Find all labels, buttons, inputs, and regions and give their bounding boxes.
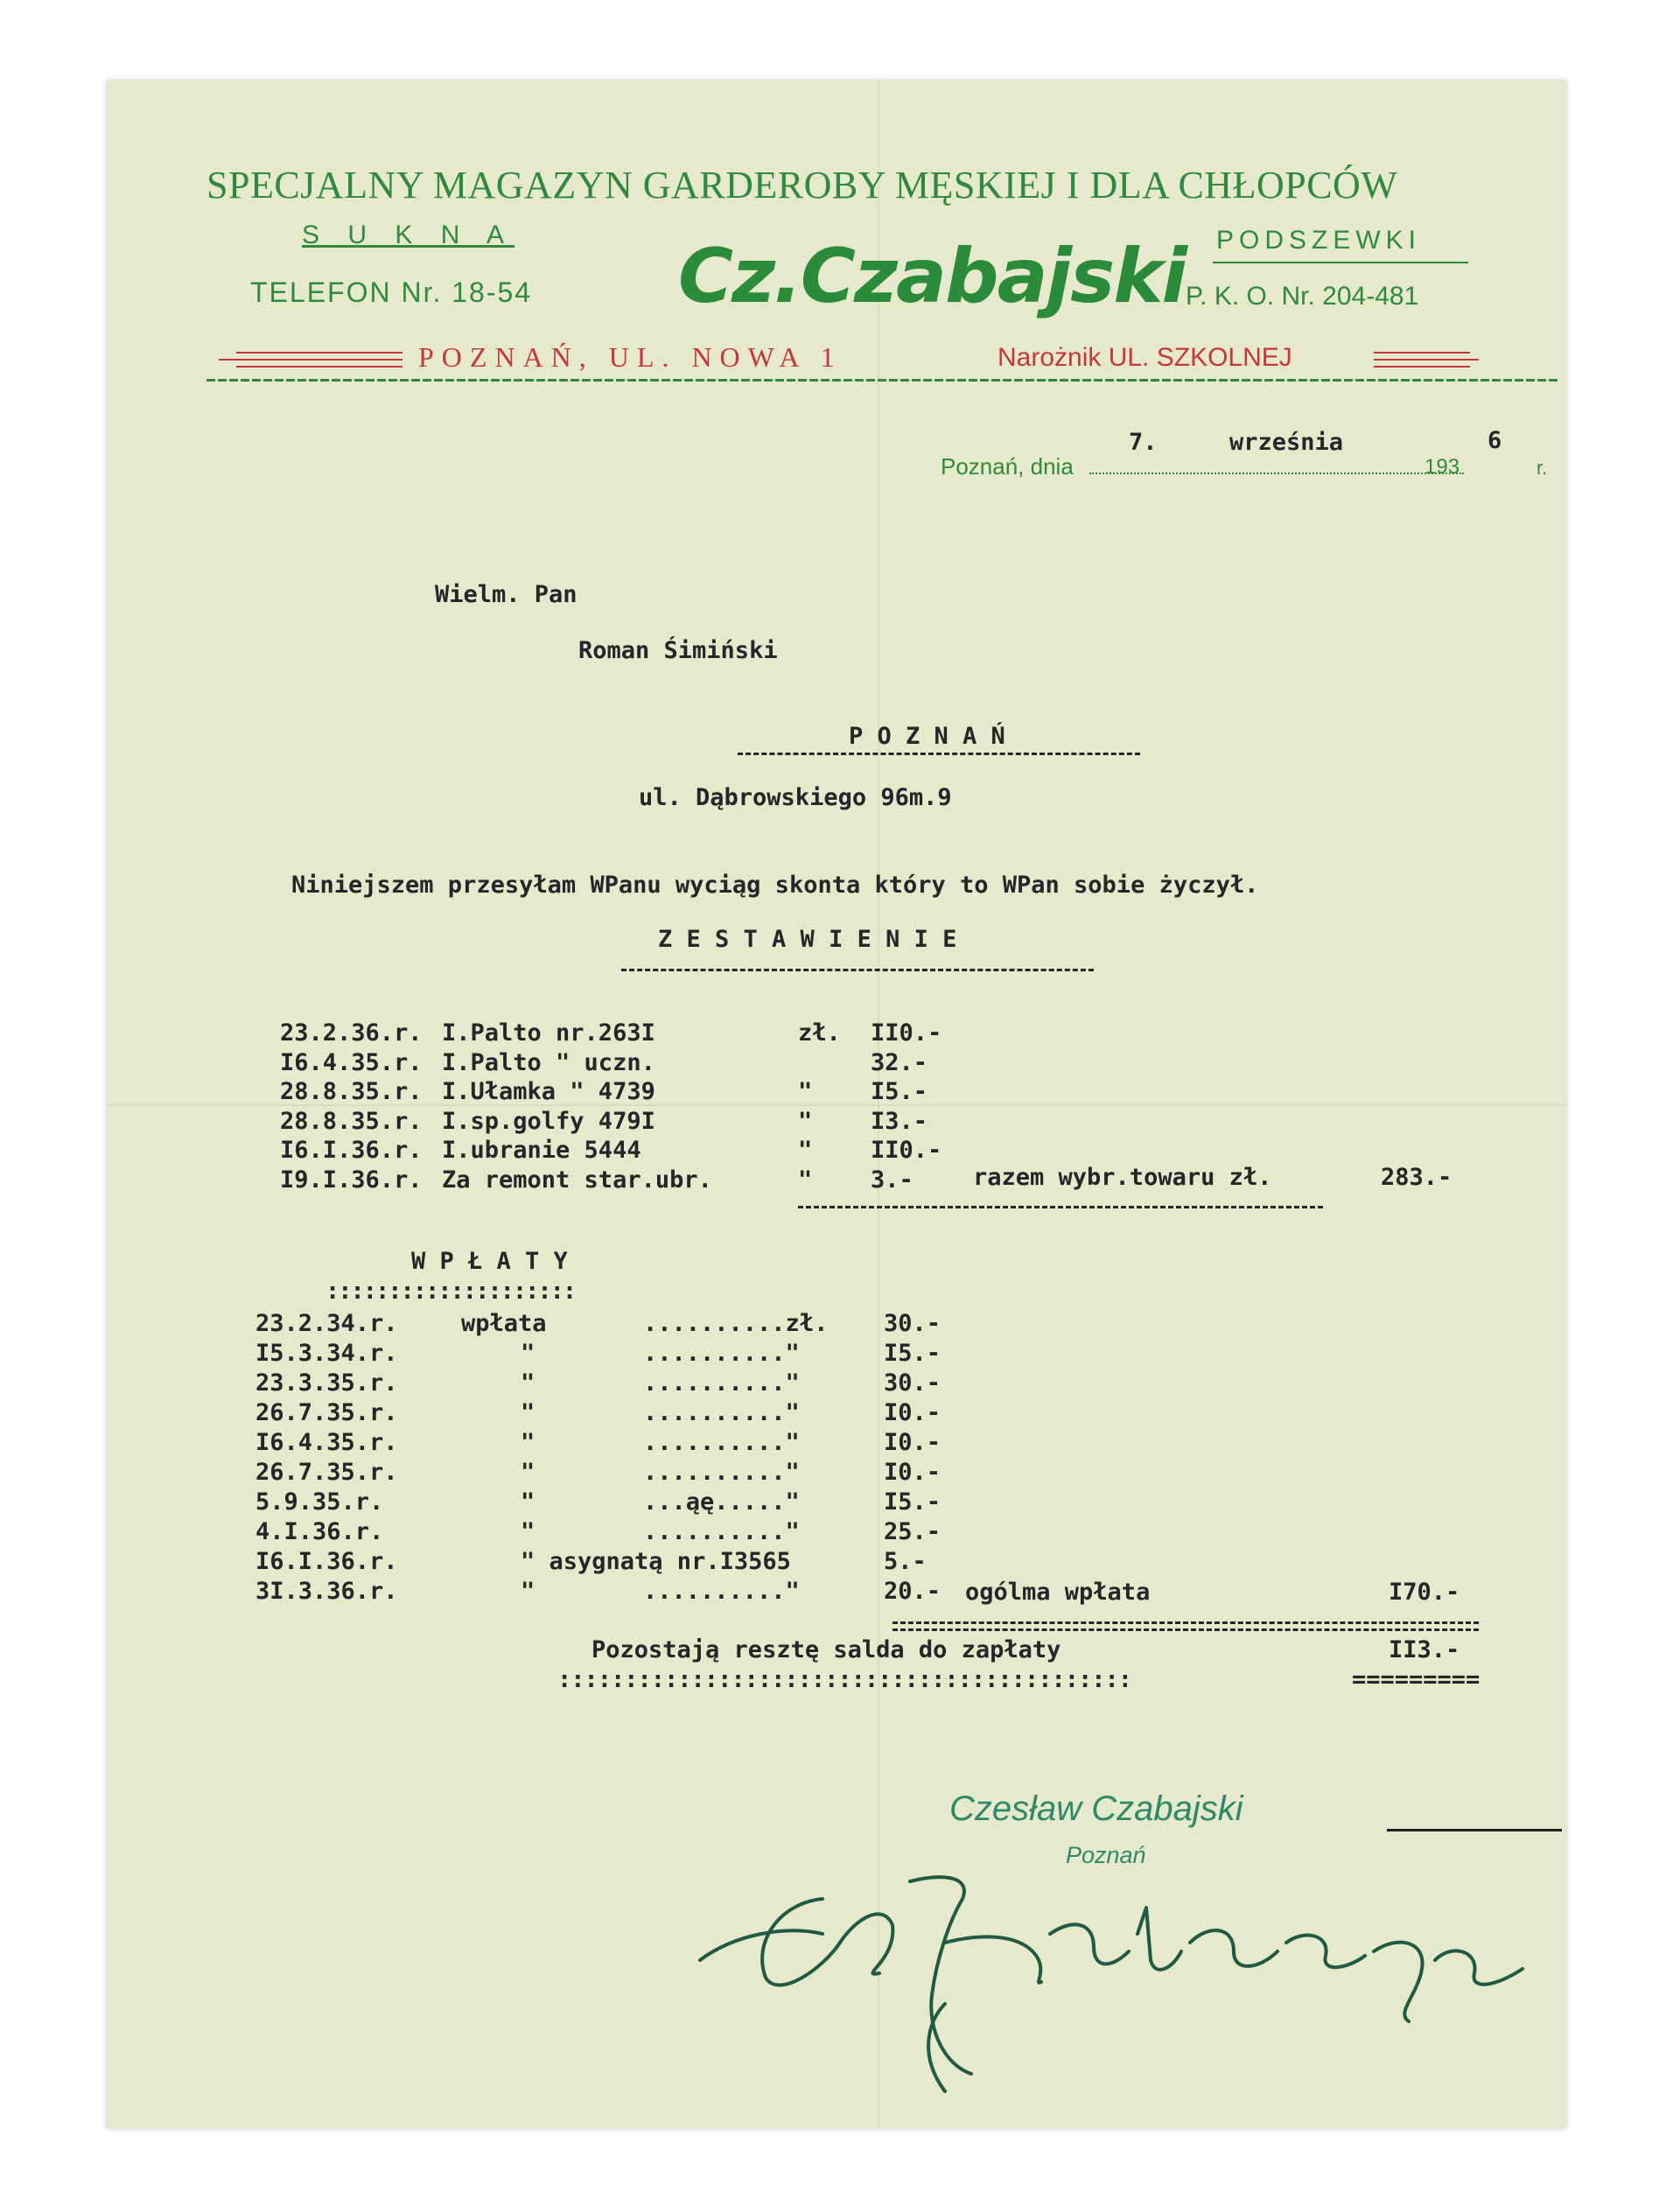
date-suffix: r. [1536, 457, 1548, 479]
item-date: 28.8.35.r. [280, 1078, 423, 1105]
recipient-street: ul. Dąbrowskiego 96m.9 [639, 784, 952, 811]
item-currency: " [798, 1137, 813, 1164]
payment-amount: 5.- [884, 1548, 927, 1575]
payment-desc: " [521, 1399, 536, 1426]
date-dotted-line [1089, 473, 1464, 474]
letterhead-corner: Narożnik UL. SZKOLNEJ [998, 343, 1292, 372]
payment-date: 4.I.36.r. [256, 1518, 384, 1545]
payment-amount: 30.- [884, 1369, 942, 1397]
address-rule-left-3 [236, 366, 402, 368]
payment-desc: " [521, 1369, 536, 1397]
letterhead-brand-logo: Cz.Czabajski [678, 233, 1186, 320]
payment-amount: I0.- [884, 1429, 942, 1456]
letterhead-sukna: S U K N A [302, 221, 515, 249]
date-year-typed: 6 [1488, 427, 1502, 454]
item-date: 28.8.35.r. [280, 1107, 423, 1135]
payment-date: I6.I.36.r. [256, 1548, 398, 1575]
stamp-city: Poznań [1066, 1842, 1146, 1868]
payments-title: W P Ł A T Y [411, 1248, 568, 1275]
payment-date: 3I.3.36.r. [256, 1578, 398, 1605]
balance-label: Pozostają resztę salda do zapłaty [592, 1636, 1061, 1663]
address-rule-right-2 [1374, 359, 1479, 361]
statement-title-underline [621, 969, 1094, 971]
balance-amount: II3.- [1389, 1636, 1460, 1663]
letterhead-address: POZNAŃ, UL. NOWA 1 [418, 341, 843, 373]
payment-amount: 25.- [884, 1518, 942, 1545]
payment-desc: " asygnatą nr.I3565 [521, 1548, 791, 1575]
date-day: 7. [1129, 429, 1158, 456]
payment-amount: I5.- [884, 1488, 942, 1516]
payment-date: 5.9.35.r. [256, 1488, 384, 1516]
payment-date: 23.3.35.r. [256, 1369, 398, 1397]
recipient-name: Roman Śimiński [578, 637, 778, 664]
address-rule-right-3 [1374, 366, 1470, 368]
recipient-city-underline [738, 753, 1140, 755]
balance-equals-rule: ========= [1352, 1666, 1480, 1693]
item-amount: II0.- [871, 1019, 942, 1047]
item-desc: I.ubranie 5444 [442, 1137, 641, 1164]
address-rule-left-2 [219, 359, 402, 361]
payment-amount: I0.- [884, 1459, 942, 1486]
payment-amount: I5.- [884, 1340, 942, 1367]
item-desc: I.sp.golfy 479I [442, 1107, 655, 1135]
payment-dots: ...ąę....." [643, 1488, 800, 1516]
item-desc: I.Ułamka " 4739 [442, 1078, 655, 1105]
item-date: I6.I.36.r. [280, 1137, 423, 1164]
item-amount: I3.- [871, 1107, 928, 1135]
address-rule-left-1 [236, 352, 402, 354]
payment-dots: ..........zł. [643, 1310, 829, 1337]
item-date: I9.I.36.r. [280, 1166, 423, 1194]
letterhead-podszewki: PODSZEWKI [1216, 226, 1422, 255]
item-currency: " [798, 1078, 813, 1105]
payment-desc: " [521, 1578, 536, 1605]
payment-date: 23.2.34.r. [256, 1310, 398, 1337]
payment-dots: .........." [643, 1369, 800, 1397]
body-text: Niniejszem przesyłam WPanu wyciąg skonta który to WPan sobie życzył. [291, 872, 1259, 899]
payment-date: 26.7.35.r. [256, 1459, 398, 1486]
statement-total-underline [798, 1206, 1323, 1208]
letterhead-headline: SPECJALNY MAGAZYN GARDEROBY MĘSKIEJ I DLA CHŁOPCÓW [206, 164, 1398, 207]
payment-dots: .........." [643, 1429, 800, 1456]
payment-amount: I0.- [884, 1399, 942, 1426]
payment-desc: " [521, 1459, 536, 1486]
payment-desc: " [521, 1340, 536, 1367]
handwritten-signature [682, 1829, 1558, 2118]
payment-dots: .........." [643, 1399, 800, 1426]
payment-dots: .........." [643, 1459, 800, 1486]
item-desc: I.Palto " uczn. [442, 1048, 655, 1076]
item-amount: II0.- [871, 1137, 942, 1164]
item-desc: I.Palto nr.263I [442, 1019, 655, 1047]
letterhead-pko: P. K. O. Nr. 204-481 [1186, 282, 1419, 311]
payment-dots: .........." [643, 1578, 800, 1605]
payment-desc: wpłata [461, 1310, 547, 1337]
item-desc: Za remont star.ubr. [442, 1166, 712, 1194]
recipient-city: P O Z N A Ń [849, 723, 1005, 750]
payment-desc: " [521, 1518, 536, 1545]
recipient-salutation: Wielm. Pan [435, 581, 578, 608]
podszewki-underline [1213, 262, 1468, 263]
address-rule-right-1 [1374, 352, 1470, 354]
statement-title: Z E S T A W I E N I E [658, 926, 957, 953]
letterhead-telefon: TELEFON Nr. 18-54 [250, 277, 533, 308]
item-date: 23.2.36.r. [280, 1019, 423, 1047]
statement-total: 283.- [1381, 1164, 1452, 1191]
item-currency: " [798, 1166, 813, 1194]
date-year-printed: 193 [1424, 455, 1460, 479]
payments-title-underline: :::::::::::::::::::: [326, 1278, 576, 1305]
payments-total-underline-1 [892, 1621, 1479, 1624]
letterhead-green-border [206, 379, 1559, 382]
statement-total-label: razem wybr.towaru zł. [973, 1164, 1272, 1191]
payment-dots: .........." [643, 1340, 800, 1367]
payment-date: I5.3.34.r. [256, 1340, 398, 1367]
payment-date: I6.4.35.r. [256, 1429, 398, 1456]
payment-desc: " [521, 1429, 536, 1456]
date-month: września [1229, 429, 1344, 456]
payments-total: I70.- [1389, 1579, 1460, 1606]
balance-colon-rule: ::::::::::::::::::::::::::::::::::::::::::: [557, 1666, 1131, 1693]
item-currency: zł. [798, 1019, 841, 1047]
payment-date: 26.7.35.r. [256, 1399, 398, 1426]
item-amount: 32.- [871, 1048, 928, 1076]
date-prefix: Poznań, dnia [941, 453, 1074, 480]
payments-total-underline-2 [892, 1628, 1479, 1631]
item-amount: I5.- [871, 1078, 928, 1105]
payment-amount: 30.- [884, 1310, 942, 1337]
payment-desc: " [521, 1488, 536, 1516]
payments-total-label: ogólma wpłata [965, 1579, 1151, 1606]
payment-dots: .........." [643, 1518, 800, 1545]
stamp-name: Czesław Czabajski [949, 1789, 1243, 1828]
item-amount: 3.- [871, 1166, 914, 1194]
payment-amount: 20.- [884, 1578, 942, 1605]
item-currency: " [798, 1107, 813, 1135]
item-date: I6.4.35.r. [280, 1048, 423, 1076]
